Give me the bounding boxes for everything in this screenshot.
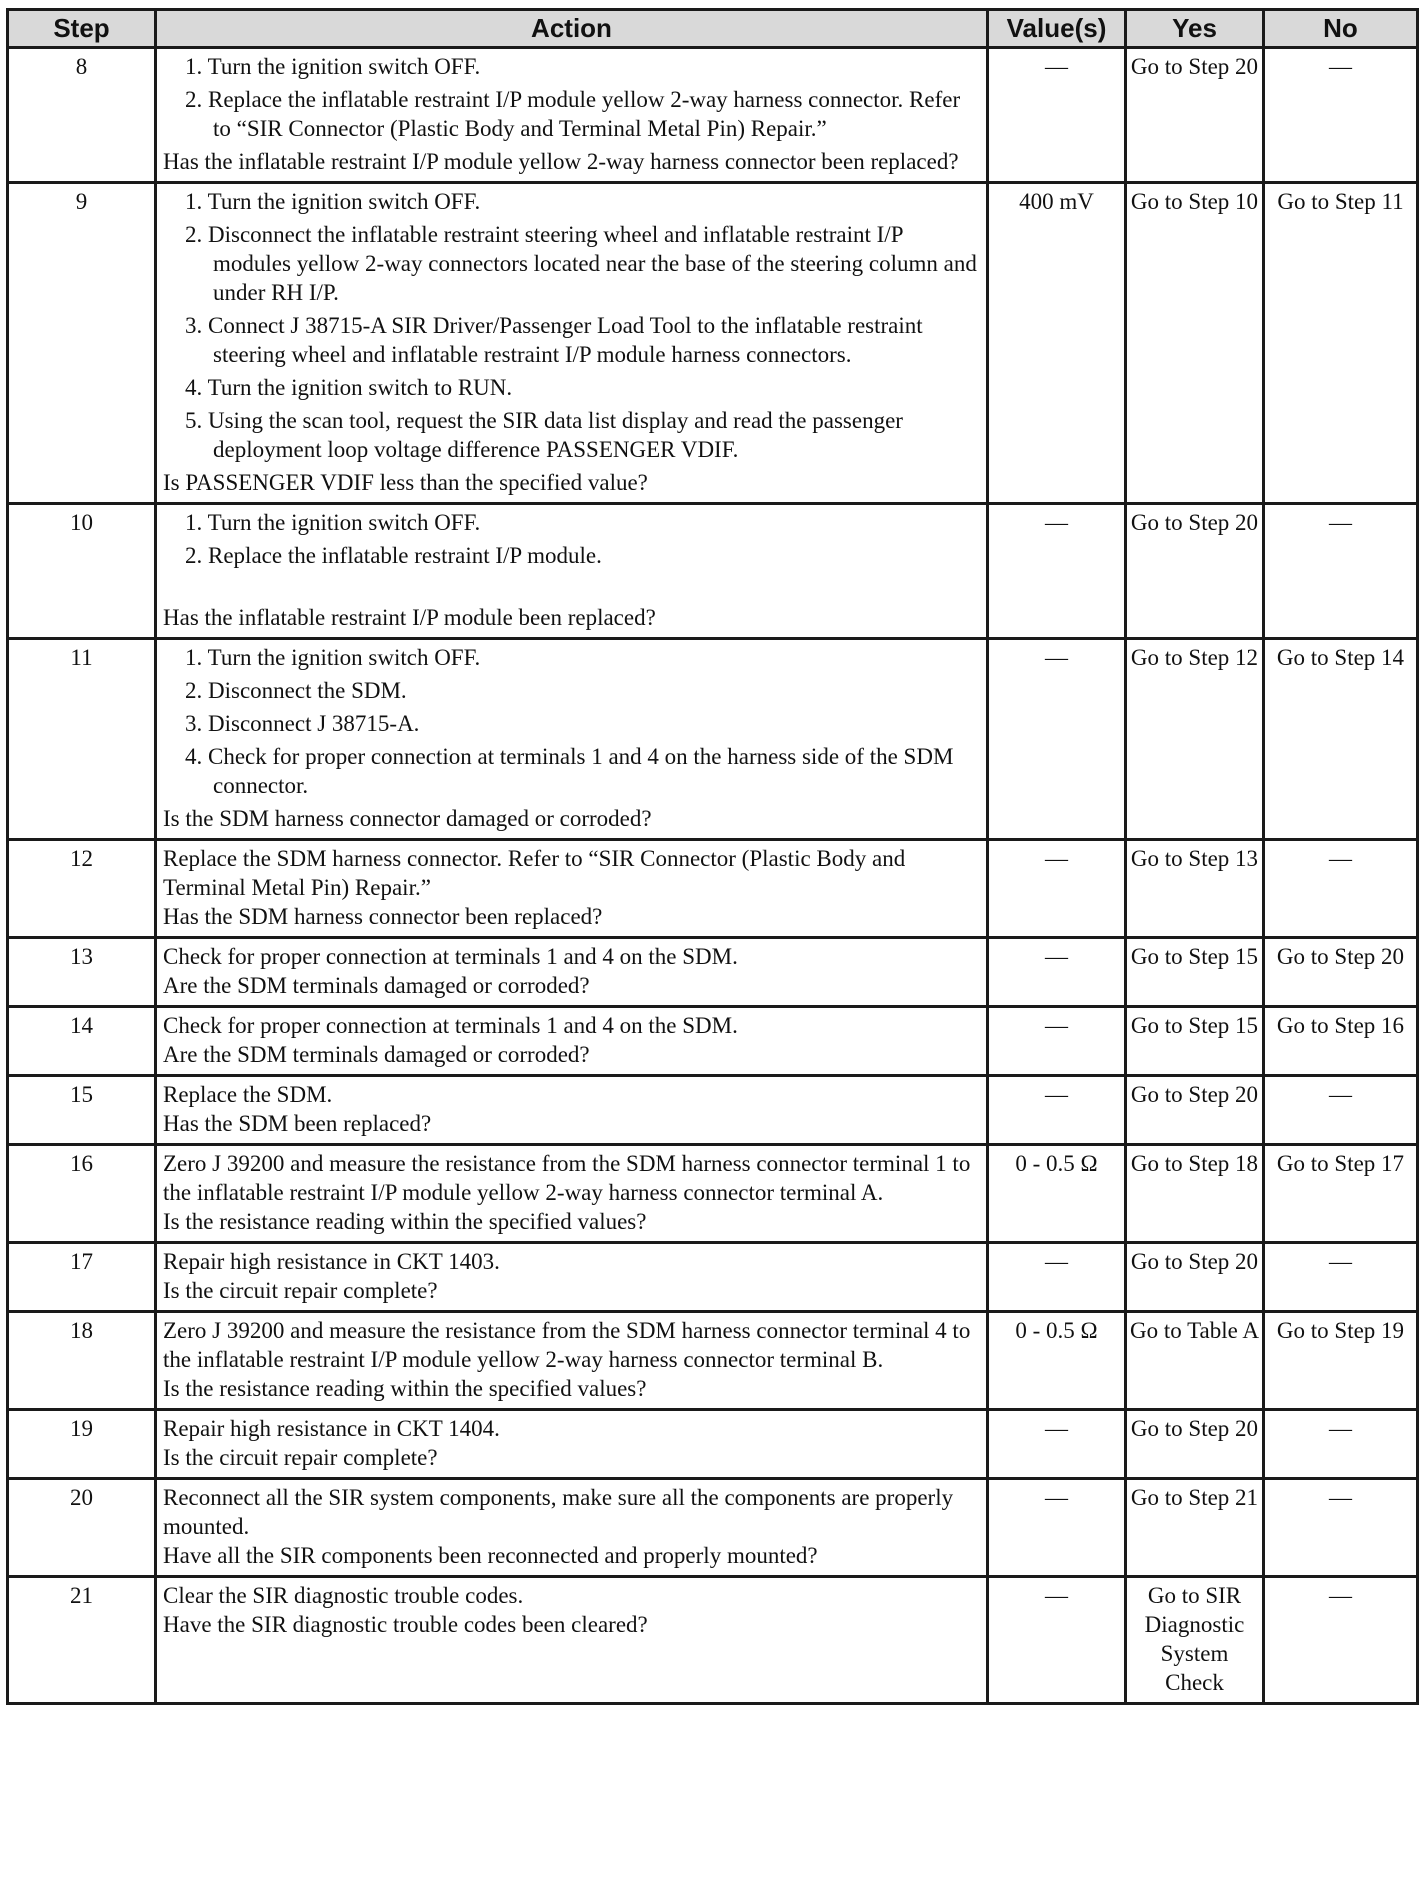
value-cell: —	[988, 48, 1126, 183]
no-cell: Go to Step 11	[1264, 183, 1418, 504]
step-number: 15	[8, 1076, 156, 1145]
action-instruction: Repair high resistance in CKT 1403.	[163, 1249, 500, 1274]
yes-cell: Go to Step 10	[1126, 183, 1264, 504]
action-step-item: 4. Turn the ignition switch to RUN.	[185, 375, 513, 400]
action-cell	[156, 1076, 988, 1145]
value-cell: —	[988, 1243, 1126, 1312]
yes-cell: Go to SIR Diagnostic System Check	[1126, 1577, 1264, 1704]
action-instruction: Check for proper connection at terminals 1 and 4 on the SDM.	[163, 944, 738, 969]
action-instruction: Replace the SDM.	[163, 1082, 333, 1107]
no-cell: Go to Step 19	[1264, 1312, 1418, 1410]
action-question: Is the circuit repair complete?	[163, 1445, 438, 1470]
action-question: Are the SDM terminals damaged or corroded?	[163, 973, 590, 998]
action-question: Has the SDM harness connector been replaced?	[163, 904, 603, 929]
step-number: 8	[8, 48, 156, 183]
action-cell	[156, 504, 988, 639]
action-step-item: 2. Replace the inflatable restraint I/P module yellow 2-way harness connector. Refer to “SIR Connector (Plastic Body and Terminal Metal Pin) Repair.”	[185, 87, 961, 141]
step-number: 12	[8, 840, 156, 938]
no-cell: —	[1264, 1479, 1418, 1577]
no-cell: —	[1264, 840, 1418, 938]
action-instruction: Zero J 39200 and measure the resistance from the SDM harness connector terminal 1 to the inflatable restraint I/P module yellow 2-way harness connector terminal A.	[163, 1151, 971, 1205]
action-question: Has the inflatable restraint I/P module been replaced?	[163, 605, 656, 630]
action-question: Has the SDM been replaced?	[163, 1111, 432, 1136]
table-row	[8, 1076, 1418, 1145]
value-cell: 0 - 0.5 Ω	[988, 1312, 1126, 1410]
table-row	[8, 1479, 1418, 1577]
table-header	[8, 10, 1418, 48]
action-instruction: Reconnect all the SIR system components, make sure all the components are properly mounted.	[163, 1485, 954, 1539]
header-value: Value(s)	[988, 10, 1126, 48]
header-no: No	[1264, 10, 1418, 48]
table-row	[8, 840, 1418, 938]
yes-cell: Go to Step 20	[1126, 1410, 1264, 1479]
table-row	[8, 1577, 1418, 1704]
action-cell	[156, 1243, 988, 1312]
action-cell	[156, 1007, 988, 1076]
step-number: 16	[8, 1145, 156, 1243]
action-step-item: 2. Replace the inflatable restraint I/P module.	[185, 543, 602, 568]
table-row	[8, 639, 1418, 840]
action-step-item: 2. Disconnect the inflatable restraint steering wheel and inflatable restraint I/P modules yellow 2-way connectors located near the base of the steering column and under RH I/P.	[185, 222, 977, 305]
value-cell: —	[988, 1410, 1126, 1479]
yes-cell: Go to Step 20	[1126, 48, 1264, 183]
yes-cell: Go to Step 18	[1126, 1145, 1264, 1243]
table-row	[8, 48, 1418, 183]
header-yes: Yes	[1126, 10, 1264, 48]
yes-cell: Go to Step 20	[1126, 504, 1264, 639]
step-number: 19	[8, 1410, 156, 1479]
action-step-item: 1. Turn the ignition switch OFF.	[185, 510, 481, 535]
value-cell: —	[988, 504, 1126, 639]
no-cell: —	[1264, 1577, 1418, 1704]
yes-cell: Go to Step 12	[1126, 639, 1264, 840]
step-number: 10	[8, 504, 156, 639]
step-number: 13	[8, 938, 156, 1007]
action-cell	[156, 840, 988, 938]
value-cell: —	[988, 938, 1126, 1007]
action-instruction: Check for proper connection at terminals 1 and 4 on the SDM.	[163, 1013, 738, 1038]
yes-cell: Go to Step 21	[1126, 1479, 1264, 1577]
action-question: Has the inflatable restraint I/P module yellow 2-way harness connector been replaced?	[163, 149, 959, 174]
table-row	[8, 1243, 1418, 1312]
action-question: Is the resistance reading within the specified values?	[163, 1376, 647, 1401]
no-cell: Go to Step 14	[1264, 639, 1418, 840]
step-number: 21	[8, 1577, 156, 1704]
action-step-item: 1. Turn the ignition switch OFF.	[185, 54, 481, 79]
action-question: Is the circuit repair complete?	[163, 1278, 438, 1303]
yes-cell: Go to Table A	[1126, 1312, 1264, 1410]
table-body	[8, 48, 1418, 1704]
action-question: Have all the SIR components been reconnected and properly mounted?	[163, 1543, 818, 1568]
no-cell: Go to Step 16	[1264, 1007, 1418, 1076]
action-step-item: 4. Check for proper connection at terminals 1 and 4 on the harness side of the SDM connector.	[185, 744, 954, 798]
table-row	[8, 504, 1418, 639]
action-instruction: Zero J 39200 and measure the resistance from the SDM harness connector terminal 4 to the inflatable restraint I/P module yellow 2-way harness connector terminal B.	[163, 1318, 971, 1372]
no-cell: —	[1264, 1076, 1418, 1145]
no-cell: —	[1264, 504, 1418, 639]
action-step-item: 3. Disconnect J 38715-A.	[185, 711, 420, 736]
action-cell	[156, 1312, 988, 1410]
step-number: 18	[8, 1312, 156, 1410]
no-cell: —	[1264, 48, 1418, 183]
no-cell: Go to Step 17	[1264, 1145, 1418, 1243]
action-cell	[156, 1577, 988, 1704]
no-cell: —	[1264, 1243, 1418, 1312]
table-row	[8, 1007, 1418, 1076]
value-cell: 0 - 0.5 Ω	[988, 1145, 1126, 1243]
table-row	[8, 1145, 1418, 1243]
step-number: 20	[8, 1479, 156, 1577]
action-cell	[156, 1145, 988, 1243]
diagnostic-table-sheet	[6, 8, 1416, 1705]
action-cell	[156, 1410, 988, 1479]
action-step-item: 3. Connect J 38715-A SIR Driver/Passenger Load Tool to the inflatable restraint steering wheel and inflatable restraint I/P module harness connectors.	[185, 313, 923, 367]
action-instruction: Replace the SDM harness connector. Refer to “SIR Connector (Plastic Body and Terminal Metal Pin) Repair.”	[163, 846, 906, 900]
value-cell: —	[988, 1479, 1126, 1577]
diagnostic-table	[6, 8, 1419, 1705]
action-step-item: 1. Turn the ignition switch OFF.	[185, 645, 481, 670]
action-step-item: 1. Turn the ignition switch OFF.	[185, 189, 481, 214]
header-action: Action	[156, 10, 988, 48]
value-cell: 400 mV	[988, 183, 1126, 504]
value-cell: —	[988, 639, 1126, 840]
table-row	[8, 183, 1418, 504]
action-cell	[156, 1479, 988, 1577]
step-number: 17	[8, 1243, 156, 1312]
action-cell	[156, 48, 988, 183]
action-question: Have the SIR diagnostic trouble codes been cleared?	[163, 1612, 648, 1637]
step-number: 11	[8, 639, 156, 840]
no-cell: Go to Step 20	[1264, 938, 1418, 1007]
action-step-item: 5. Using the scan tool, request the SIR data list display and read the passenger deployment loop voltage difference PASSENGER VDIF.	[185, 408, 903, 462]
action-cell	[156, 183, 988, 504]
yes-cell: Go to Step 15	[1126, 938, 1264, 1007]
action-question: Are the SDM terminals damaged or corroded?	[163, 1042, 590, 1067]
action-question: Is PASSENGER VDIF less than the specified value?	[163, 470, 648, 495]
step-number: 14	[8, 1007, 156, 1076]
spacer	[163, 574, 980, 603]
yes-cell: Go to Step 13	[1126, 840, 1264, 938]
yes-cell: Go to Step 20	[1126, 1243, 1264, 1312]
value-cell: —	[988, 1076, 1126, 1145]
action-cell	[156, 938, 988, 1007]
yes-cell: Go to Step 20	[1126, 1076, 1264, 1145]
yes-cell: Go to Step 15	[1126, 1007, 1264, 1076]
table-row	[8, 1410, 1418, 1479]
action-step-item: 2. Disconnect the SDM.	[185, 678, 407, 703]
value-cell: —	[988, 840, 1126, 938]
table-row	[8, 1312, 1418, 1410]
action-instruction: Clear the SIR diagnostic trouble codes.	[163, 1583, 524, 1608]
step-number: 9	[8, 183, 156, 504]
action-cell	[156, 639, 988, 840]
action-question: Is the SDM harness connector damaged or corroded?	[163, 806, 652, 831]
action-instruction: Repair high resistance in CKT 1404.	[163, 1416, 500, 1441]
no-cell: —	[1264, 1410, 1418, 1479]
value-cell: —	[988, 1007, 1126, 1076]
table-row	[8, 938, 1418, 1007]
action-question: Is the resistance reading within the specified values?	[163, 1209, 647, 1234]
value-cell: —	[988, 1577, 1126, 1704]
header-step: Step	[8, 10, 156, 48]
